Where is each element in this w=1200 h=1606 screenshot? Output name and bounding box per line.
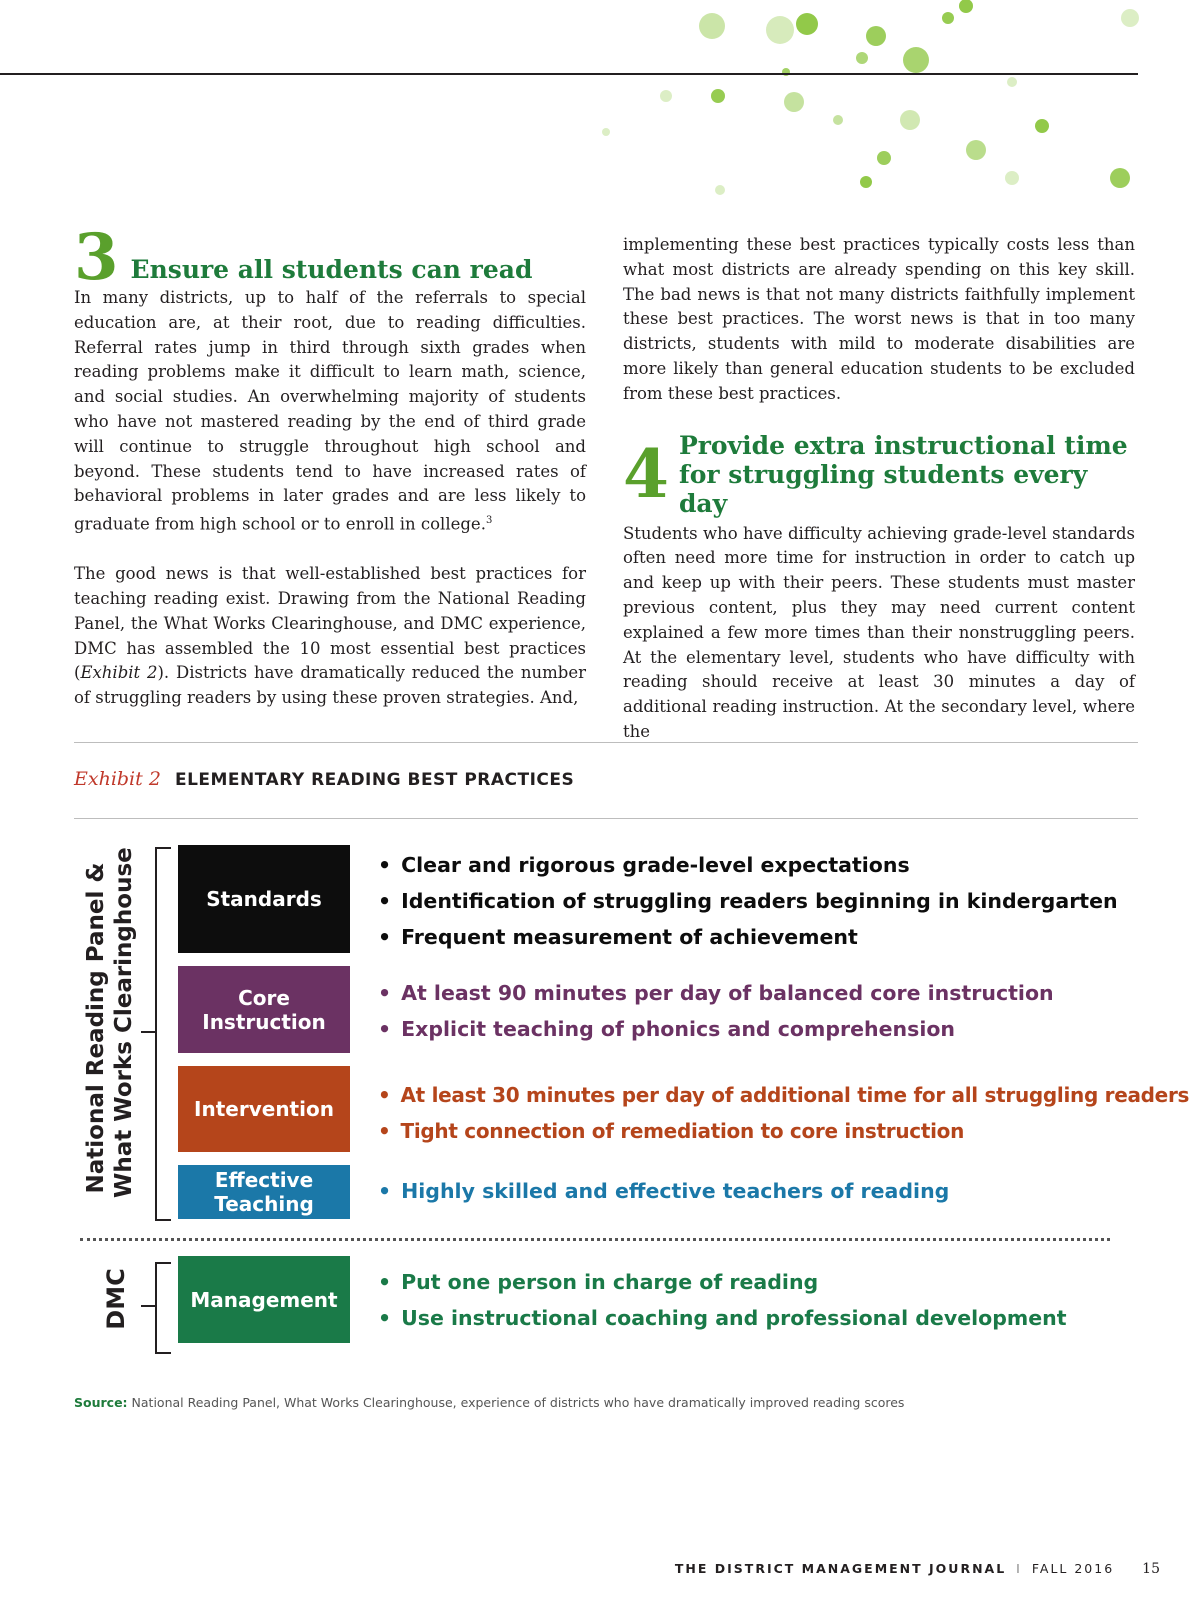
section-4-title-line-2: for struggling students every day xyxy=(678,459,1088,518)
exhibit-title: ELEMENTARY READING BEST PRACTICES xyxy=(174,770,575,790)
side-label-research xyxy=(82,847,138,1198)
dmc-bracket xyxy=(155,1262,171,1354)
management-bullets xyxy=(378,1264,1067,1336)
intervention-bullets xyxy=(378,1077,1189,1149)
section-3-paragraph-1 xyxy=(74,286,586,537)
page-footer xyxy=(675,1561,1160,1577)
category-label: Standards xyxy=(206,887,322,911)
top-rule xyxy=(0,73,1138,75)
section-3-paragraph-2-b: ). Districts have dramatically reduced the number of struggling readers by using these proven strategies. And, xyxy=(74,663,586,708)
issue-label: FALL 2016 xyxy=(1031,1561,1115,1576)
dotted-divider xyxy=(80,1238,1110,1241)
core-instruction-bullets xyxy=(378,975,1054,1047)
decorative-dots xyxy=(600,0,1200,200)
source-text: National Reading Panel, What Works Clearinghouse, experience of districts who have dramatically improved reading scores xyxy=(131,1395,905,1410)
list-item: • At least 90 minutes per day of balanced core instruction xyxy=(378,975,1054,1011)
journal-name: THE DISTRICT MANAGEMENT JOURNAL xyxy=(674,1561,1007,1576)
category-label-line-1: Effective xyxy=(214,1168,314,1192)
category-box-core-instruction xyxy=(178,966,350,1053)
category-box-standards xyxy=(178,845,350,953)
category-label: Intervention xyxy=(194,1097,334,1121)
list-item: • Clear and rigorous grade-level expectations xyxy=(378,847,1118,883)
standards-bullets xyxy=(378,847,1118,955)
list-item: • Explicit teaching of phonics and comprehension xyxy=(378,1011,1054,1047)
category-box-management xyxy=(178,1256,350,1343)
right-column xyxy=(623,233,1135,745)
section-3-paragraph-2-a: The good news is that well-established best practices for teaching reading exist. Drawing from the National Reading Panel, the What Works Clearinghouse, and DMC experience, DMC has assembled the 10 most essential best practices ( xyxy=(74,564,586,683)
exhibit-header-rule xyxy=(74,818,1138,819)
category-box-effective-teaching xyxy=(178,1165,350,1219)
list-item: • Tight connection of remediation to core instruction xyxy=(378,1113,1189,1149)
exhibit-label: Exhibit 2 xyxy=(74,768,161,790)
section-3-paragraph-1-text: In many districts, up to half of the referrals to special education are, at their root, due to reading difficulties. Referral rates jump in third through sixth grades when reading problems make it difficult to learn math, science, and social studies. An overwhelming majority of students who have not mastered reading by the end of third grade will continue to struggle throughout high school and beyond. These students tend to have increased rates of behavioral problems in later grades and are less likely to graduate from high school or to enroll in college. xyxy=(74,288,586,534)
list-item: • Highly skilled and effective teachers of reading xyxy=(378,1173,949,1209)
section-4-heading xyxy=(623,431,1135,518)
list-item: • Frequent measurement of achievement xyxy=(378,919,1118,955)
exhibit-reference: Exhibit 2 xyxy=(80,663,158,683)
dmc-bracket-tick xyxy=(141,1305,155,1307)
left-column xyxy=(74,220,586,711)
research-bracket-tick xyxy=(141,1031,155,1033)
category-label-line-2: Teaching xyxy=(214,1192,314,1216)
list-item: • Put one person in charge of reading xyxy=(378,1264,1067,1300)
source-label: Source: xyxy=(74,1395,128,1410)
list-item: • Use instructional coaching and professional development xyxy=(378,1300,1067,1336)
section-3-heading xyxy=(74,220,586,295)
section-3-paragraph-3: implementing these best practices typically costs less than what most districts are already spending on this key skill. The bad news is that not many districts faithfully implement these best practices. The worst news is that in too many districts, students with mild to moderate disabilities are more likely than general education students to be excluded from these best practices. xyxy=(623,235,1135,403)
side-label-research-line-2: What Works Clearinghouse xyxy=(111,847,137,1198)
section-4-paragraph-1: Students who have difficulty achieving grade-level standards often need more time for instruction in order to catch up and keep up with their peers. These students must master previous content, plus they may need current content explained a few more times than their nonstruggling peers. At the elementary level, students who have difficulty with reading should receive at least 30 minutes a day of additional reading instruction. At the secondary level, where the xyxy=(623,523,1135,741)
category-label: Management xyxy=(190,1287,338,1312)
list-item: • Identification of struggling readers beginning in kindergarten xyxy=(378,883,1118,919)
section-4-number: 4 xyxy=(623,435,669,514)
category-label-line-2: Instruction xyxy=(202,1009,326,1034)
section-3-number: 3 xyxy=(74,220,119,295)
page-number: 15 xyxy=(1142,1561,1160,1577)
source-note xyxy=(74,1395,904,1410)
category-label-line-1: Core xyxy=(238,985,290,1010)
effective-teaching-bullets xyxy=(378,1173,949,1209)
side-label-dmc: DMC xyxy=(102,1268,130,1330)
section-3-title: Ensure all students can read xyxy=(130,255,533,284)
section-4-title-line-1: Provide extra instructional time xyxy=(678,430,1128,460)
list-item: • At least 30 minutes per day of additional time for all struggling readers xyxy=(378,1077,1189,1113)
exhibit-header xyxy=(74,768,574,790)
exhibit-top-rule xyxy=(74,742,1138,743)
side-label-research-line-1: National Reading Panel & xyxy=(83,862,109,1194)
footer-separator: I xyxy=(1016,1561,1022,1576)
category-box-intervention xyxy=(178,1066,350,1152)
research-bracket xyxy=(155,847,171,1221)
section-3-paragraph-2 xyxy=(74,562,586,711)
footnote-marker: 3 xyxy=(485,515,493,527)
